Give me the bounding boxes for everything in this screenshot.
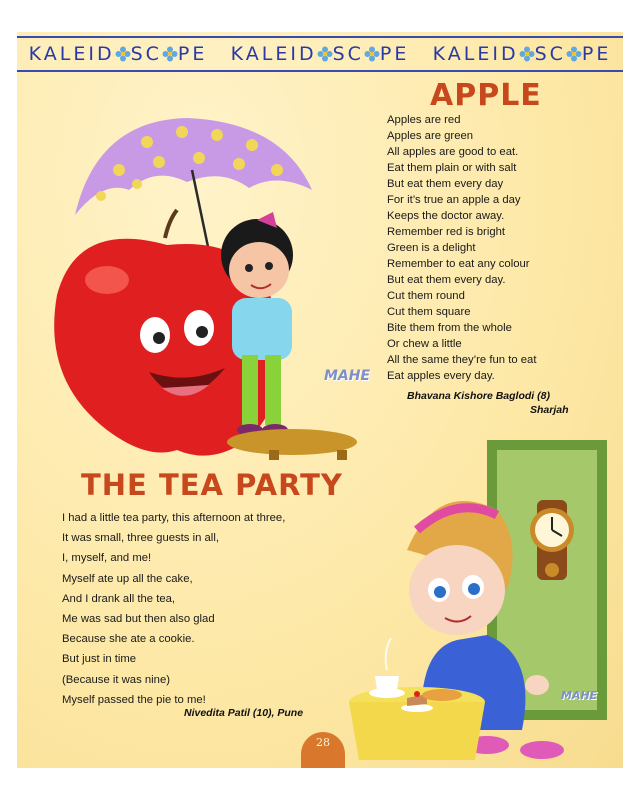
tea-party-illustration [347, 440, 623, 768]
poem-line: But eat them every day [387, 178, 504, 190]
flower-icon [519, 46, 535, 62]
banner-bottom-rule [17, 70, 623, 72]
page-number: 28 [316, 736, 330, 749]
poem-line: Me was sad but then also glad [62, 613, 215, 626]
poem-line: Keeps the doctor away. [387, 210, 505, 222]
poem-line: I had a little tea party, this afternoon at three, [62, 512, 286, 524]
banner-word: KALEID SC PE [432, 43, 612, 65]
poem-line: For it’s true an apple a day [387, 194, 521, 206]
poem-line: But eat them every day. [387, 274, 506, 286]
flower-icon [364, 46, 380, 62]
artist-signature: MAHE [561, 689, 598, 702]
poem-line: I, myself, and me! [62, 552, 152, 565]
kaleidoscope-banner [17, 40, 623, 68]
page-number-tab [301, 732, 345, 768]
poem-line: Myself ate up all the cake, [62, 572, 193, 585]
apple-highlight [85, 266, 129, 294]
poem-line: Eat them plain or with salt [387, 162, 517, 174]
apple-poem-title: APPLE [430, 78, 542, 113]
banner-word: KALEID SC PE [28, 43, 208, 65]
stool-leg [269, 450, 279, 460]
flower-icon [162, 46, 178, 62]
poem-line: Cut them square [387, 306, 471, 318]
poem-line: Because she ate a cookie. [62, 633, 195, 646]
poem-line: Myself passed the pie to me! [62, 693, 206, 706]
artist-signature: MAHE [324, 368, 371, 384]
tea-party-title: THE TEA PARTY [81, 468, 343, 502]
poem-line: Remember to eat any colour [387, 258, 530, 270]
stool-leg [337, 450, 347, 460]
poem-line: All the same they’re fun to eat [387, 354, 537, 366]
apple-poem-body [387, 112, 536, 384]
poem-line: All apples are good to eat. [387, 146, 519, 158]
flower-icon [115, 46, 131, 62]
poem-line: Or chew a little [387, 338, 462, 350]
tea-party-author: Nivedita Patil (10), Pune [184, 707, 304, 719]
apple-stem [165, 210, 177, 238]
poem-line: Bite them from the whole [387, 322, 512, 334]
poem-line: And I drank all the tea, [62, 592, 176, 605]
poem-line: But just in time [62, 653, 137, 666]
poem-line: Remember red is bright [387, 226, 506, 238]
poem-line: Cut them round [387, 290, 465, 302]
poem-line: Green is a delight [387, 242, 476, 254]
poem-line: Apples are red [387, 114, 461, 126]
cookie-plate [422, 689, 462, 701]
magazine-page [17, 32, 623, 768]
apple-poem-author-place: Sharjah [530, 404, 569, 416]
poem-line: It was small, three guests in all, [62, 532, 219, 545]
poem-line: Eat apples every day. [387, 370, 495, 382]
tea-party-poem-body [62, 508, 285, 710]
flower-icon [317, 46, 333, 62]
apple-poem-author: Bhavana Kishore Baglodi (8) [407, 390, 550, 402]
banner-word: KALEID SC PE [230, 43, 410, 65]
poem-line: Apples are green [387, 130, 474, 142]
poem-line: (Because it was nine) [62, 673, 170, 686]
flower-icon [566, 46, 582, 62]
banner-top-rule [17, 36, 623, 38]
apple-girl-illustration [37, 80, 377, 460]
